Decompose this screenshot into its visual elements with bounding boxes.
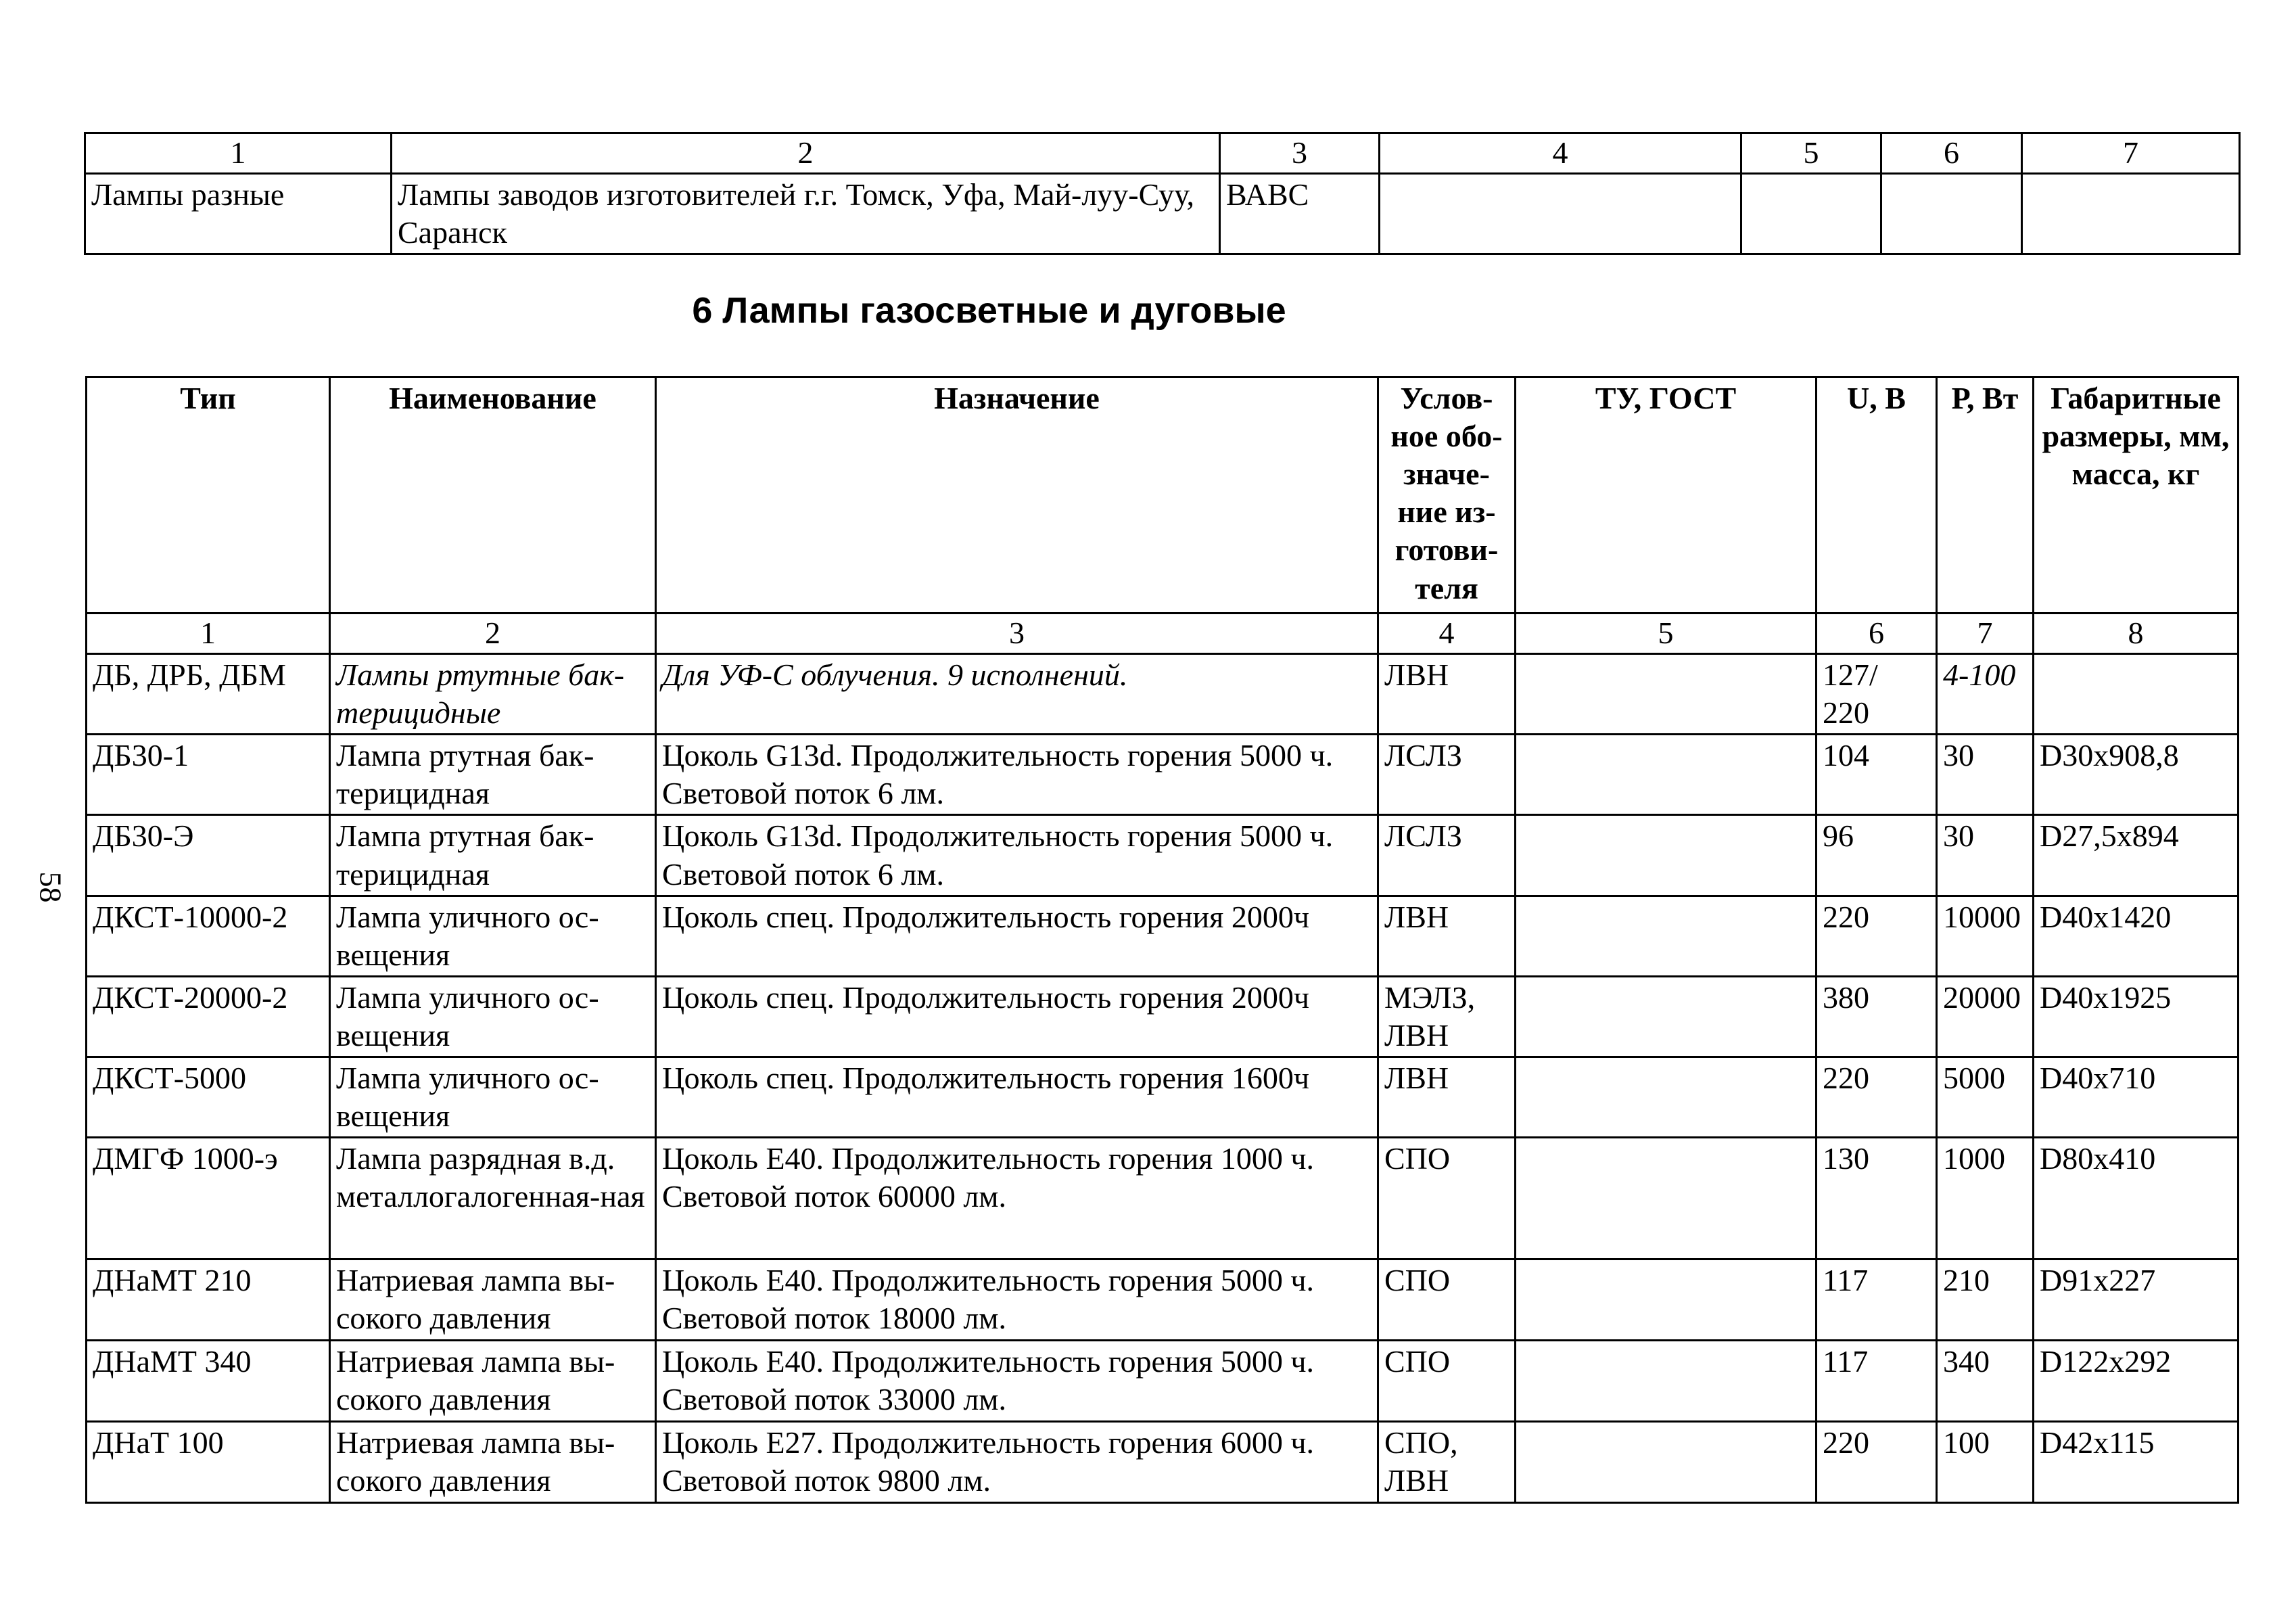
voltage-cell: 220: [1817, 1422, 1937, 1503]
purpose-cell: Цоколь спец. Продолжительность горения 1600ч: [656, 1057, 1378, 1138]
empty-cell: [1741, 174, 1881, 254]
type-cell: ДБ30-Э: [87, 815, 330, 896]
type-cell: ДКСТ-20000-2: [87, 976, 330, 1057]
gost-cell: [1516, 735, 1817, 815]
power-cell: 10000: [1937, 896, 2034, 976]
name-cell: Натриевая лампа вы-сокого давления: [330, 1422, 656, 1503]
column-number: 6: [1817, 614, 1937, 654]
power-cell: 30: [1937, 735, 2034, 815]
purpose-cell: Цоколь G13d. Продолжительность горения 5000 ч. Световой поток 6 лм.: [656, 815, 1378, 896]
type-cell: ДНаТ 100: [87, 1422, 330, 1503]
dimensions-cell: D42x115: [2034, 1422, 2239, 1503]
header-gost: ТУ, ГОСТ: [1516, 377, 1817, 614]
column-number: 1: [85, 133, 392, 174]
table-row: [87, 896, 2239, 976]
maker-cell: СПО: [1378, 1341, 1516, 1422]
column-number: 4: [1378, 614, 1516, 654]
header-type: Тип: [87, 377, 330, 614]
power-cell: 340: [1937, 1341, 2034, 1422]
table-row: [87, 976, 2239, 1057]
header-dimensions: Габаритные размеры, мм, масса, кг: [2034, 377, 2239, 614]
gost-cell: [1516, 1057, 1817, 1138]
empty-cell: [1881, 174, 2022, 254]
header-power: Р, Вт: [1937, 377, 2034, 614]
column-number: 7: [2022, 133, 2240, 174]
voltage-cell: 117: [1817, 1341, 1937, 1422]
type-cell: ДНаМТ 340: [87, 1341, 330, 1422]
header-maker: Услов-ное обо-значе-ние из-готови-теля: [1378, 377, 1516, 614]
purpose-cell: Цоколь спец. Продолжительность горения 2000ч: [656, 976, 1378, 1057]
page-number: 58: [33, 871, 68, 903]
maker-cell: ЛСЛЗ: [1378, 815, 1516, 896]
column-number: 5: [1516, 614, 1817, 654]
maker-cell: СПО: [1378, 1138, 1516, 1259]
column-number: 6: [1881, 133, 2022, 174]
column-number: 3: [656, 614, 1378, 654]
gost-cell: [1516, 976, 1817, 1057]
power-cell: 30: [1937, 815, 2034, 896]
dimensions-cell: [2034, 654, 2239, 735]
maker-cell: ЛВН: [1378, 896, 1516, 976]
purpose-cell: Цоколь Е40. Продолжительность горения 5000 ч. Световой поток 33000 лм.: [656, 1341, 1378, 1422]
name-cell: Лампа уличного ос-вещения: [330, 1057, 656, 1138]
type-cell: ДБ30-1: [87, 735, 330, 815]
gost-cell: [1516, 1341, 1817, 1422]
table-row: [87, 1138, 2239, 1259]
name-cell: Лампа ртутная бак-терицидная: [330, 735, 656, 815]
gost-cell: [1516, 896, 1817, 976]
power-cell: 20000: [1937, 976, 2034, 1057]
voltage-cell: 127/ 220: [1817, 654, 1937, 735]
dimensions-cell: D80x410: [2034, 1138, 2239, 1259]
header-voltage: U, В: [1817, 377, 1937, 614]
name-cell: Лампа уличного ос-вещения: [330, 976, 656, 1057]
power-cell: 210: [1937, 1259, 2034, 1341]
column-number: 8: [2034, 614, 2239, 654]
dimensions-cell: D122x292: [2034, 1341, 2239, 1422]
table-row: [87, 1057, 2239, 1138]
voltage-cell: 220: [1817, 896, 1937, 976]
name-cell: Натриевая лампа вы-сокого давления: [330, 1341, 656, 1422]
purpose-cell: Цоколь спец. Продолжительность горения 2000ч: [656, 896, 1378, 976]
maker-cell: МЭЛЗ, ЛВН: [1378, 976, 1516, 1057]
section-title: 6 Лампы газосветные и дуговые: [692, 290, 1286, 331]
dimensions-cell: D40x1925: [2034, 976, 2239, 1057]
type-cell: ДБ, ДРБ, ДБМ: [87, 654, 330, 735]
power-cell: 100: [1937, 1422, 2034, 1503]
header-row: [87, 377, 2239, 614]
gost-cell: [1516, 815, 1817, 896]
voltage-cell: 96: [1817, 815, 1937, 896]
gost-cell: [1516, 1259, 1817, 1341]
type-cell: ДКСТ-10000-2: [87, 896, 330, 976]
maker-cell: ЛВН: [1378, 654, 1516, 735]
empty-cell: [2022, 174, 2240, 254]
maker-cell: ЛВН: [1378, 1057, 1516, 1138]
name-cell: Лампа разрядная в.д. металлогалогенная-ная: [330, 1138, 656, 1259]
column-number: 5: [1741, 133, 1881, 174]
name-cell: Натриевая лампа вы-сокого давления: [330, 1259, 656, 1341]
header-name: Наименование: [330, 377, 656, 614]
column-number: 3: [1220, 133, 1380, 174]
dimensions-cell: D40x1420: [2034, 896, 2239, 976]
voltage-cell: 220: [1817, 1057, 1937, 1138]
power-cell: 5000: [1937, 1057, 2034, 1138]
table-row: [87, 1422, 2239, 1503]
dimensions-cell: D30x908,8: [2034, 735, 2239, 815]
maker-cell: СПО: [1378, 1259, 1516, 1341]
type-cell: ДКСТ-5000: [87, 1057, 330, 1138]
voltage-cell: 130: [1817, 1138, 1937, 1259]
table-row: [87, 735, 2239, 815]
column-number: 2: [330, 614, 656, 654]
table-row: [87, 1259, 2239, 1341]
purpose-cell: Для УФ-С облучения. 9 исполнений.: [656, 654, 1378, 735]
gost-cell: [1516, 1138, 1817, 1259]
voltage-cell: 104: [1817, 735, 1937, 815]
table-row: [87, 654, 2239, 735]
table-row: [87, 1341, 2239, 1422]
dimensions-cell: D40x710: [2034, 1057, 2239, 1138]
description-cell: Лампы заводов изготовителей г.г. Томск, Уфа, Май-луу-Суу, Саранск: [392, 174, 1220, 254]
column-number: 2: [392, 133, 1220, 174]
column-number-row: [85, 133, 2240, 174]
table-row: [87, 815, 2239, 896]
header-purpose: Назначение: [656, 377, 1378, 614]
gost-cell: [1516, 1422, 1817, 1503]
purpose-cell: Цоколь Е40. Продолжительность горения 5000 ч. Световой поток 18000 лм.: [656, 1259, 1378, 1341]
power-cell: 1000: [1937, 1138, 2034, 1259]
type-cell: ДМГФ 1000-э: [87, 1138, 330, 1259]
name-cell: Лампа уличного ос-вещения: [330, 896, 656, 976]
purpose-cell: Цоколь Е27. Продолжительность горения 6000 ч. Световой поток 9800 лм.: [656, 1422, 1378, 1503]
type-cell: ДНаМТ 210: [87, 1259, 330, 1341]
table-row: [85, 174, 2240, 254]
maker-cell: ЛСЛЗ: [1378, 735, 1516, 815]
maker-cell: СПО, ЛВН: [1378, 1422, 1516, 1503]
column-number: 7: [1937, 614, 2034, 654]
voltage-cell: 117: [1817, 1259, 1937, 1341]
column-number: 4: [1380, 133, 1741, 174]
power-cell: 4-100: [1937, 654, 2034, 735]
name-cell: Лампы ртутные бак-терицидные: [330, 654, 656, 735]
continuation-table: [84, 132, 2241, 255]
empty-cell: [1380, 174, 1741, 254]
gost-cell: [1516, 654, 1817, 735]
column-number: 1: [87, 614, 330, 654]
purpose-cell: Цоколь Е40. Продолжительность горения 1000 ч. Световой поток 60000 лм.: [656, 1138, 1378, 1259]
column-number-row: [87, 614, 2239, 654]
voltage-cell: 380: [1817, 976, 1937, 1057]
type-cell: Лампы разные: [85, 174, 392, 254]
lamps-table: [85, 376, 2239, 1504]
name-cell: Лампа ртутная бак-терицидная: [330, 815, 656, 896]
dimensions-cell: D27,5x894: [2034, 815, 2239, 896]
code-cell: ВАВС: [1220, 174, 1380, 254]
purpose-cell: Цоколь G13d. Продолжительность горения 5000 ч. Световой поток 6 лм.: [656, 735, 1378, 815]
dimensions-cell: D91x227: [2034, 1259, 2239, 1341]
